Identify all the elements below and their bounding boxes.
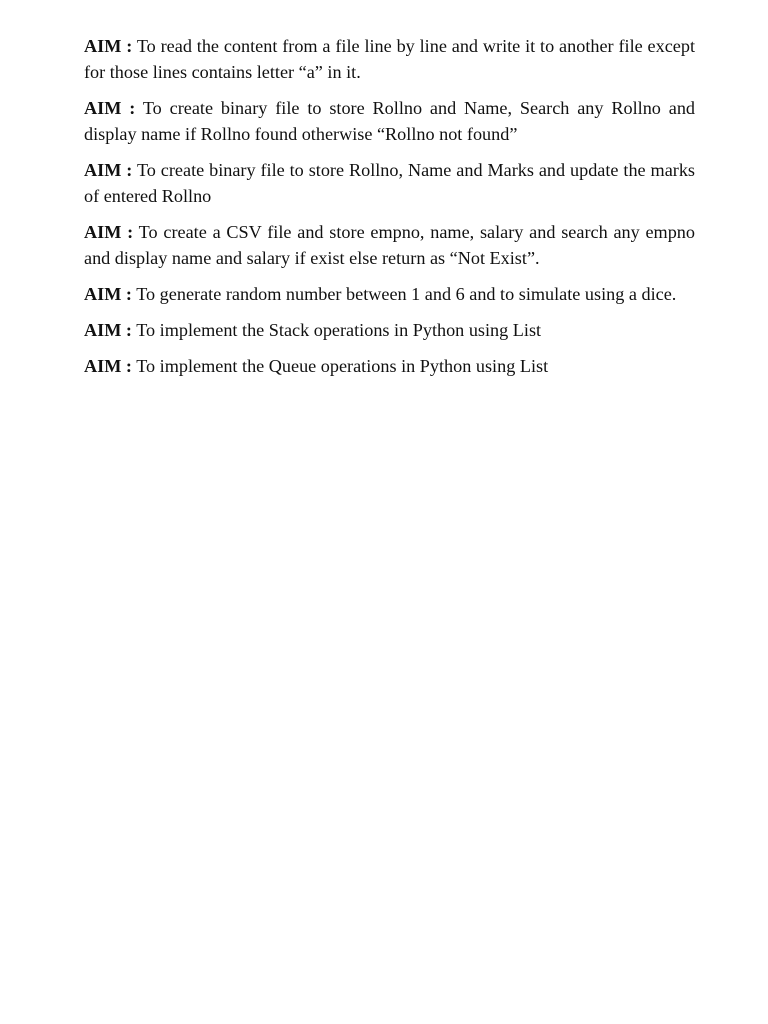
aim-text: To implement the Stack operations in Python using List xyxy=(131,320,542,340)
aim-text: To create binary file to store Rollno and Name, Search any Rollno and display name if Rollno found otherwise “Rollno not found” xyxy=(84,98,696,144)
aim-label: AIM : xyxy=(84,160,133,180)
aim-paragraph-7 xyxy=(84,353,695,379)
aim-label: AIM : xyxy=(84,356,132,376)
aim-text: To create a CSV file and store empno, name, salary and search any empno and display name and salary if exist else return as “Not Exist”. xyxy=(84,222,695,268)
aim-paragraph-1 xyxy=(84,33,695,85)
aim-label: AIM : xyxy=(84,98,136,118)
aim-paragraph-6 xyxy=(84,317,695,343)
aim-text: To create binary file to store Rollno, Name and Marks and update the marks of entered Rollno xyxy=(84,160,695,206)
aim-paragraph-3 xyxy=(84,157,695,209)
aim-paragraph-5 xyxy=(84,281,695,307)
aim-paragraph-4 xyxy=(84,219,695,271)
document-page xyxy=(84,33,695,389)
aim-label: AIM : xyxy=(84,320,132,340)
aim-paragraph-2 xyxy=(84,95,695,147)
aim-label: AIM : xyxy=(84,222,134,242)
aim-label: AIM : xyxy=(84,36,133,56)
aim-label: AIM : xyxy=(84,284,132,304)
aim-text: To implement the Queue operations in Python using List xyxy=(131,356,549,376)
aim-text: To read the content from a file line by line and write it to another file except for those lines contains letter “a” in it. xyxy=(84,36,696,82)
aim-text: To generate random number between 1 and 6 and to simulate using a dice. xyxy=(131,284,677,304)
